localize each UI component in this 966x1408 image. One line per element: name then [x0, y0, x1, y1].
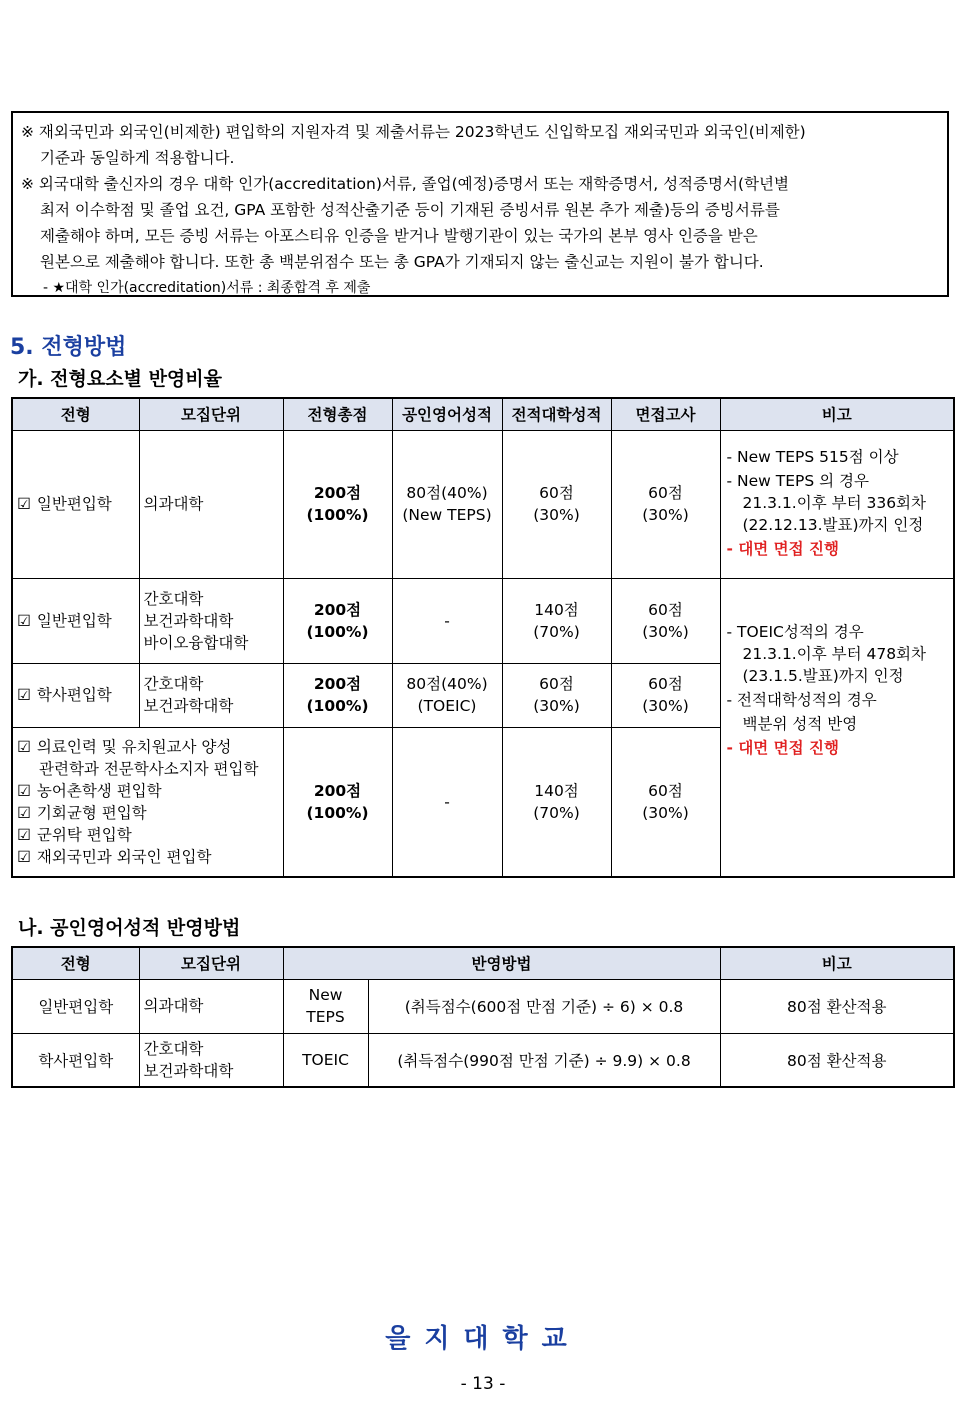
english-cell [392, 663, 502, 727]
checkbox-icon: ☑ [17, 847, 31, 866]
type-cell [12, 727, 283, 877]
test-cell [283, 1033, 368, 1087]
interview-cell [611, 663, 720, 727]
notice-line: 기준과 동일하게 적용합니다. [40, 149, 235, 167]
header-cell: 비고 [720, 947, 954, 979]
interview-value: 60점 [648, 675, 683, 693]
type-label: 학사편입학 [36, 686, 112, 704]
header-cell: 전형총점 [283, 398, 392, 430]
checkbox-icon: ☑ [17, 781, 31, 800]
unit-label: 간호대학 [143, 675, 204, 693]
interview-cell [611, 578, 720, 663]
header-cell: 면접고사 [611, 398, 720, 430]
note-line-highlight: - 대면 면접 진행 [726, 540, 839, 558]
prev-percent: (30%) [533, 697, 580, 715]
english-cell [392, 430, 502, 578]
type-label: 의료인력 및 유치원교사 양성 [36, 737, 232, 756]
prev-value: 60점 [539, 675, 574, 693]
subsection-title-a: 가. 전형요소별 반영비율 [18, 368, 222, 390]
table-row [12, 578, 954, 663]
notice-box [11, 111, 949, 297]
test-cell [283, 979, 368, 1033]
header-cell: 모집단위 [139, 398, 283, 430]
unit-cell [139, 578, 283, 663]
notice-line: - ★대학 인가(accreditation)서류 : 최종합격 후 제출 [43, 280, 371, 296]
total-value: 200점 [313, 781, 362, 800]
interview-cell [611, 430, 720, 578]
interview-percent: (30%) [642, 803, 689, 822]
note-line-highlight: - 대면 면접 진행 [726, 739, 839, 758]
note-cell [720, 430, 954, 578]
total-cell [283, 578, 392, 663]
unit-label: 간호대학 [143, 1039, 204, 1058]
interview-value: 60점 [648, 484, 683, 502]
header-cell: 전적대학성적 [502, 398, 611, 430]
total-percent: (100%) [306, 506, 369, 524]
prev-cell [502, 663, 611, 727]
test-label: New [308, 986, 343, 1004]
note-line: 21.3.1.이후 부터 478회차 [742, 645, 927, 664]
type-label: 군위탁 편입학 [36, 825, 132, 844]
notice-line: ※ 재외국민과 외국인(비제한) 편입학의 지원자격 및 제출서류는 2023학년도 신입학모집 재외국민과 외국인(비제한) [21, 123, 806, 141]
note-line: - New TEPS 515점 이상 [726, 448, 899, 466]
checkbox-icon: ☑ [17, 611, 31, 630]
total-value: 200점 [313, 600, 362, 619]
unit-label: 의과대학 [143, 495, 204, 513]
unit-label: 보건과학대학 [143, 1061, 234, 1080]
note-cell: 80점 환산적용 [720, 979, 954, 1033]
unit-cell [139, 663, 283, 727]
type-label: 관련학과 전문학사소지자 편입학 [39, 759, 259, 778]
type-label: 일반편입학 [36, 611, 112, 630]
unit-label: 의과대학 [143, 997, 204, 1015]
total-cell [283, 663, 392, 727]
table-row [12, 979, 954, 1033]
selection-ratio-table [11, 397, 955, 878]
prev-percent: (70%) [533, 622, 580, 641]
type-label: 일반편입학 [36, 495, 112, 513]
header-cell: 전형 [12, 398, 139, 430]
checkbox-icon: ☑ [17, 686, 31, 704]
test-label: TEPS [306, 1008, 345, 1026]
interview-cell [611, 727, 720, 877]
english-value: 80점(40%) [406, 675, 488, 693]
english-value: - [444, 792, 450, 811]
english-value: - [444, 611, 450, 630]
total-percent: (100%) [306, 622, 369, 641]
total-value: 200점 [313, 675, 362, 693]
total-cell [283, 430, 392, 578]
unit-cell [139, 430, 283, 578]
prev-cell [502, 727, 611, 877]
note-line: (22.12.13.발표)까지 인정 [742, 516, 924, 534]
section-title: 5. 전형방법 [10, 335, 127, 360]
notice-line: 최저 이수학점 및 졸업 요건, GPA 포함한 성적산출기준 등이 기재된 증빙서류 원본 추가 제출)등의 증빙서류를 [40, 201, 780, 219]
prev-percent: (70%) [533, 803, 580, 822]
unit-cell [139, 979, 283, 1033]
notice-line: 제출해야 하며, 모든 증빙 서류는 아포스티유 인증을 받거나 발행기관이 있는 국가의 본부 영사 인증을 받은 [40, 227, 758, 245]
english-cell [392, 578, 502, 663]
note-line: (23.1.5.발표)까지 인정 [742, 667, 904, 686]
type-cell [12, 663, 139, 727]
header-cell: 반영방법 [283, 947, 720, 979]
university-name: 을지대학교 [385, 1324, 581, 1354]
note-line: 21.3.1.이후 부터 336회차 [742, 494, 927, 512]
header-cell: 모집단위 [139, 947, 283, 979]
english-score-table [11, 946, 955, 1088]
type-label: 농어촌학생 편입학 [36, 781, 162, 800]
table-row [12, 430, 954, 578]
method-cell: (취득점수(600점 만점 기준) ÷ 6) × 0.8 [368, 979, 720, 1033]
note-line: - New TEPS 의 경우 [726, 472, 869, 490]
header-cell: 비고 [720, 398, 954, 430]
note-line: 백분위 성적 반영 [742, 715, 858, 734]
type-cell: 일반편입학 [12, 979, 139, 1033]
unit-label: 보건과학대학 [143, 697, 234, 715]
prev-cell [502, 430, 611, 578]
note-line: - TOEIC성적의 경우 [726, 623, 864, 642]
note-line: - 전적대학성적의 경우 [726, 691, 877, 710]
checkbox-icon: ☑ [17, 737, 31, 756]
type-cell [12, 430, 139, 578]
shared-note-cell [720, 578, 954, 877]
subsection-title-b: 나. 공인영어성적 반영방법 [18, 917, 241, 939]
header-cell: 공인영어성적 [392, 398, 502, 430]
checkbox-icon: ☑ [17, 825, 31, 844]
type-label: 재외국민과 외국인 편입학 [36, 847, 212, 866]
checkbox-icon: ☑ [17, 803, 31, 822]
total-cell [283, 727, 392, 877]
table-header-row [12, 398, 954, 430]
type-label: 기회균형 편입학 [36, 803, 147, 822]
type-cell: 학사편입학 [12, 1033, 139, 1087]
table-header-row [12, 947, 954, 979]
english-value: 80점(40%) [406, 484, 488, 502]
header-cell: 전형 [12, 947, 139, 979]
test-label: TOEIC [302, 1050, 349, 1069]
english-test: (TOEIC) [417, 697, 477, 715]
interview-value: 60점 [648, 600, 683, 619]
notice-line: ※ 외국대학 출신자의 경우 대학 인가(accreditation)서류, 졸업(예정)증명서 또는 재학증명서, 성적증명서(학년별 [21, 175, 789, 193]
unit-label: 보건과학대학 [143, 611, 234, 630]
type-cell [12, 578, 139, 663]
english-cell [392, 727, 502, 877]
interview-percent: (30%) [642, 506, 689, 524]
unit-cell [139, 1033, 283, 1087]
unit-label: 간호대학 [143, 589, 204, 608]
prev-percent: (30%) [533, 506, 580, 524]
note-cell: 80점 환산적용 [720, 1033, 954, 1087]
total-percent: (100%) [306, 697, 369, 715]
checkbox-icon: ☑ [17, 495, 31, 513]
page-number: - 13 - [460, 1374, 506, 1394]
interview-value: 60점 [648, 781, 683, 800]
notice-line: 원본으로 제출해야 합니다. 또한 총 백분위점수 또는 총 GPA가 기재되지 않는 출신교는 지원이 불가 합니다. [40, 253, 764, 271]
interview-percent: (30%) [642, 697, 689, 715]
unit-label: 바이오융합대학 [143, 633, 249, 652]
interview-percent: (30%) [642, 622, 689, 641]
prev-value: 140점 [534, 781, 579, 800]
method-cell: (취득점수(990점 만점 기준) ÷ 9.9) × 0.8 [368, 1033, 720, 1087]
prev-value: 60점 [539, 484, 574, 502]
total-percent: (100%) [306, 803, 369, 822]
prev-value: 140점 [534, 600, 579, 619]
total-value: 200점 [313, 484, 362, 502]
english-test: (New TEPS) [402, 506, 492, 524]
prev-cell [502, 578, 611, 663]
table-row [12, 1033, 954, 1087]
